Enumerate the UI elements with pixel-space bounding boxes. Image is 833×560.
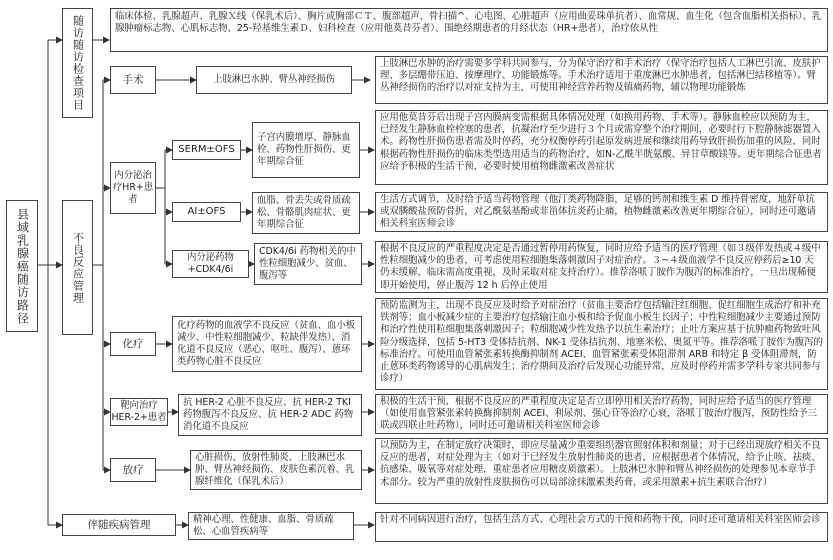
radio-effect: 心脏损伤、放射性肺炎、上肢淋巴水肿、臂丛神经损伤、皮肤色素沉着、乳腺纤维化（保乳术后）	[190, 450, 362, 490]
comorbid-management: 针对不同病因进行治疗，包括生活方式、心理社会方式的干预和药物干预，同时还可邀请相关科室医师会诊	[375, 512, 828, 542]
comorbid-label: 伴随疾病管理	[62, 514, 176, 536]
serm-management: 应用他莫昔芬后出现子宫内膜病变需根据具体情况处理（如换用药物、手术等）。静脉血栓应以预防为主，已经发生静脉血栓栓塞的患者，抗凝治疗至少进行３个月或需穿整个治疗期间，必要时行下腔静脉滤器置入术。药物性肝损伤患者需及时停药，充分权衡停药引起原发病进展和继续用药导致肝损伤加重的风险，同时根据药物性肝损伤的临床类型选用适当的药物治疗，如N-乙酰半胱氨酸、异甘草酸镁等。更年期综合征患者应给予积极的生活干预，必要时使用植物雌激素改善症状	[375, 110, 828, 185]
targeted-effect: 抗 HER-2 心脏不良反应、抗 HER-2 TKI 药物腹泻不良反应、抗 HER-2 ADC 药物消化道不良反应	[178, 394, 362, 436]
comorbid-effect: 精神心理、性健康、血脂、骨质疏松、心血管疾病等	[188, 512, 354, 540]
chemo-effect: 化疗药物的血液学不良反应（贫血、血小板减少、中性粒细胞减少、粒缺伴发热）、消化道不良反应（恶心、呕吐、腹泻）、蒽环类药物心脏不良反应	[172, 316, 362, 372]
targeted-management: 积极的生活干预，根据不良反应的严重程度决定是否立即停用相关治疗药物，同时应给予适当的医疗管理（如使用血管紧张素转换酶抑制剂 ACEI、利尿剂、强心苷等治疗心衰，洛哌丁胺治疗腹泻，预防性给予三联或四联止吐药物），同时还可邀请相关科室医师会诊	[375, 394, 828, 434]
adverse-label: 不良反应管理	[62, 200, 93, 335]
chemo-label: 化疗	[110, 332, 156, 356]
followup-items: 临床体检、乳腺超声、乳腺Ｘ线（保乳术后）、胸片或胸部ＣＴ、腹部超声、骨扫描^、心电图、心脏超声（应用曲妥珠单抗者）、血常规、血生化（包含血脂相关指标）、乳腺肿瘤标志物、心肌标志物、25-羟基维生素Ｄ、妇科检查（应用他莫昔芬者）、围绝经期患者的月经状态（HR+患者），治疗依从性	[110, 8, 828, 52]
cdk-label: 内分泌药物+CDK4/6i	[172, 250, 249, 278]
ai-label: AI±OFS	[172, 202, 241, 222]
cdk-effect: CDK4/6i 药物相关的中性粒细胞减少、贫血、腹泻等	[254, 243, 362, 285]
ai-management: 生活方式调节，及时给予适当药物管理（他汀类药物降脂，足够的钙剂和维生素 D 维持骨密度，地舒单抗或双膦酸盐预防骨折，对乙酰氨基酚或非甾体抗炎药止痛，植物雌激素改善更年期综合征），同时还可邀请相关科室医师会诊	[375, 192, 828, 232]
chemo-management: 预防监测为主，出现不良反应及时给予对症治疗（贫血主要治疗包括输注红细胞、促红细胞生成治疗和补充铁剂等；血小板减少症的主要治疗包括输注血小板和给予促血小板生长因子；中性粒细胞减少主要通过预防和治疗性使用粒细胞集落刺激因子；粒细胞减少性发热予以抗生素治疗；止吐方案应基于抗肿瘤药物致吐风险分级选择，包括 5-HT3 受体拮抗剂、NK-1 受体拮抗剂、地塞米松、奥氮平等。推荐洛哌丁胺作为腹泻的标准治疗。可使用血管紧张素转换酶抑制剂 ACEI、血管紧张素受体阻滞剂 ARB 和特定 β 受体阻滞剂，防止蒽环类药物诱导的心肌病发生；治疗期间及治疗后发现心功能异常，应及时停药并需多学科专家共同参与诊疗）	[375, 298, 828, 390]
radio-management: 以预防为主，在制定放疗决策时，即应尽量减少重要组织器官照射体积和剂量；对于已经出现放疗相关不良反应的患者，对症处理为主（如对于已经发生放射性肺炎的患者，应根据患者个体情况，给予止咳、祛痰、抗感染、吸氧等对症处理，重症患者应用糖皮质激素）。上肢淋巴水肿和臂丛神经损伤的处理参见本章节手术部分。较为严重的放射性皮肤损伤可以局部涂抹激素类药膏，或采用激素+抗生素联合治疗）	[375, 438, 828, 504]
cdk-management: 根据不良反应的严重程度决定是否通过暂停用药恢复，同时应给予适当的医疗管理（如３级伴发热或４级中性粒细胞减少的患者，可考虑使用粒细胞集落刺激因子对症治疗。３~４级血液学不良反应停药后≥10 天仍未缓解，临床需高度重视，及时采取对症支持治疗）。推荐洛哌丁胺作为腹泻的标准治疗，一旦出现稀便即开始使用，停止腹泻 12 h 后停止使用	[375, 241, 828, 293]
pathway-title: 县域乳腺癌随访路径	[6, 200, 38, 332]
serm-effect: 子宫内膜增厚、静脉血栓、药物性肝损伤、更年期综合征	[252, 122, 360, 178]
followup-label: 随访随访检查项目	[62, 8, 93, 118]
surgery-effect: 上肢淋巴水肿、臂丛神经损伤	[196, 66, 352, 94]
surgery-label: 手术	[110, 66, 156, 94]
ai-effect: 血脂、骨丢失或骨质疏松、骨骼肌肉症状、更年期综合征	[252, 192, 360, 234]
surgery-management: 上肢淋巴水肿的治疗需要多学科共同参与，分为保守治疗和手术治疗（保守治疗包括人工淋巴引流、皮肤护理、多层绷带压迫、按摩理疗、功能锻炼等。手术治疗适用于重度淋巴水肿患者，包括淋巴结移植等）。臂丛神经损伤的治疗以对症支持为主，可使用神经营养药物及镇痛药物，辅以物理功能锻炼	[375, 56, 828, 104]
endocrine-label: 内分泌治疗HR+患者	[110, 162, 156, 214]
targeted-label: 靶向治疗HER-2+患者	[110, 398, 168, 426]
radio-label: 放疗	[110, 458, 156, 482]
serm-label: SERM±OFS	[172, 140, 241, 160]
